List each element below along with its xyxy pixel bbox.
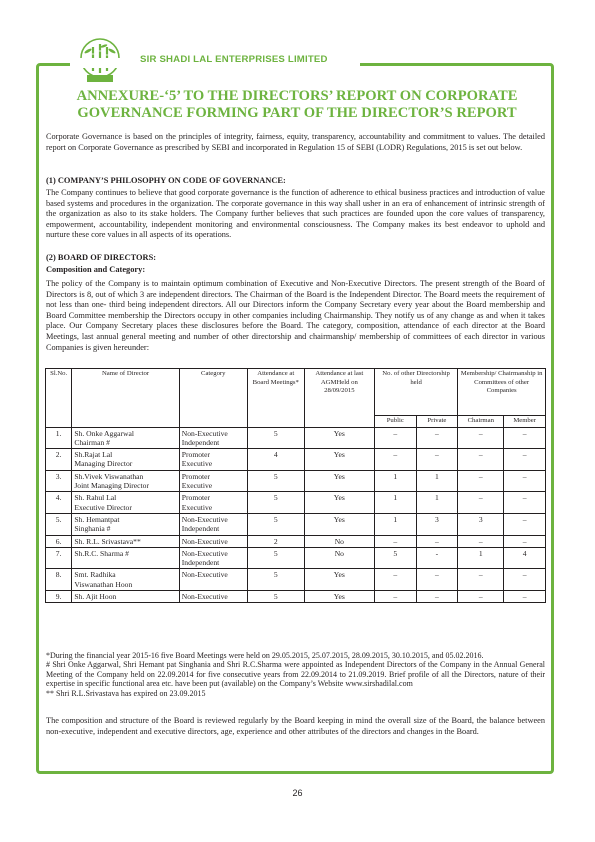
- cell-sno: 6.: [46, 535, 72, 547]
- cell-sno: 2.: [46, 449, 72, 471]
- table-row: [46, 591, 546, 603]
- table-row: [46, 470, 546, 492]
- cell-chairman: –: [458, 427, 504, 449]
- cell-agm: Yes: [304, 427, 374, 449]
- cell-sno: 3.: [46, 470, 72, 492]
- cell-category: Non-Executive Independent: [179, 513, 247, 535]
- cell-private: 1: [416, 492, 458, 514]
- cell-sno: 9.: [46, 591, 72, 603]
- table-row: [46, 449, 546, 471]
- section-2-subheading: Composition and Category:: [46, 265, 146, 274]
- cell-board: 5: [247, 492, 304, 514]
- cell-private: 1: [416, 470, 458, 492]
- section-1-heading: (1) COMPANY’S PHILOSOPHY ON CODE OF GOVERNANCE:: [46, 176, 286, 185]
- cell-category: Promoter Executive: [179, 449, 247, 471]
- header-board-attendance: Attendance at Board Meetings*: [247, 369, 304, 428]
- page-number: 26: [292, 788, 303, 798]
- cell-agm: No: [304, 547, 374, 569]
- cell-category: Non-Executive Independent: [179, 427, 247, 449]
- cell-public: –: [374, 591, 416, 603]
- cell-board: 5: [247, 547, 304, 569]
- cell-agm: No: [304, 535, 374, 547]
- table-row: [46, 427, 546, 449]
- cell-public: –: [374, 427, 416, 449]
- cell-board: 4: [247, 449, 304, 471]
- cell-member: –: [504, 449, 546, 471]
- footnote-independent-directors: # Shri Onke Aggarwal, Shri Hemant pat Singhania and Shri R.C.Sharma were appointed as Independent Directors of the Company in the Annual General Meeting of the Company held on 22.09.2014 for five consecutive years from 22.09.2014 to 21.09.2019. Brief profile of all the Directors, nature of their expertise in specific functional area etc. have been put (available) on the Company’s Website www.sirshadilal.com: [46, 660, 545, 689]
- title-line-1: ANNEXURE-‘5’ TO THE DIRECTORS’ REPORT ON CORPORATE: [76, 88, 518, 104]
- cell-private: 3: [416, 513, 458, 535]
- header-sno: Sl.No.: [46, 369, 72, 428]
- company-name: SIR SHADI LAL ENTERPRISES LIMITED: [140, 54, 328, 65]
- table-row: [46, 492, 546, 514]
- cell-category: Non-Executive: [179, 535, 247, 547]
- table-row: [46, 535, 546, 547]
- footnote-meetings: *During the financial year 2015-16 five Board Meetings were held on 29.05.2015, 25.07.2015, 28.09.2015, 30.10.2015, and 05.02.2016.: [46, 651, 484, 660]
- cell-public: 1: [374, 470, 416, 492]
- footnote-expired: ** Shri R.L.Srivastava has expired on 23.09.2015: [46, 688, 206, 698]
- cell-category: Non-Executive: [179, 569, 247, 591]
- cell-name: Sh. Ajit Hoon: [72, 591, 179, 603]
- header-public: Public: [374, 416, 416, 428]
- cell-category: Promoter Executive: [179, 492, 247, 514]
- cell-name: Sh.Rajat Lal Managing Director: [72, 449, 179, 471]
- section-2-text: The policy of the Company is to maintain optimum combination of Executive and Non-Executive Directors. The present strength of the Board of Directors is 8, out of which 3 are independent directors. The Chairman of the Board is the Independent Director. The Board meets the requirement of not less than one- third being independent directors. All our Directors inform the Company Secretary every year about the Board membership and Board Committee membership the Directors occupy in other companies including Chairmanship. They notify us of any change as and when it takes place. Our Company Secretary places these disclosures before the Board. The category, composition, attendance of each director at the Board Meetings, last annual general meeting and number of other directorship and chairmanship/ membership of committees of each director in various Companies is given hereunder:: [46, 279, 545, 352]
- cell-name: Sh. Onke Aggarwal Chairman #: [72, 427, 179, 449]
- cell-member: –: [504, 569, 546, 591]
- header-member: Member: [504, 416, 546, 428]
- cell-category: Non-Executive: [179, 591, 247, 603]
- cell-chairman: –: [458, 569, 504, 591]
- title-line-2: GOVERNANCE FORMING PART OF THE DIRECTOR’S REPORT: [77, 105, 517, 121]
- footnotes: [46, 651, 545, 698]
- cell-private: –: [416, 591, 458, 603]
- cell-name: Smt. Radhika Viswanathan Hoon: [72, 569, 179, 591]
- cell-category: Promoter Executive: [179, 470, 247, 492]
- cell-chairman: 1: [458, 547, 504, 569]
- header-private: Private: [416, 416, 458, 428]
- header-membership: Membership/ Chairmanship in Committees of other Companies: [458, 369, 546, 416]
- cell-private: –: [416, 449, 458, 471]
- cell-board: 5: [247, 513, 304, 535]
- cell-chairman: –: [458, 591, 504, 603]
- intro-paragraph: Corporate Governance is based on the principles of integrity, fairness, equity, transparency, accountability and commitment to values. The detailed report on Corporate Governance as prescribed by SEBI and incorporated in Regulation 15 of SEBI (LODR) Regulations, 2015 is set out below.: [46, 132, 545, 152]
- cell-board: 2: [247, 535, 304, 547]
- cell-board: 5: [247, 427, 304, 449]
- cell-agm: Yes: [304, 449, 374, 471]
- cell-board: 5: [247, 591, 304, 603]
- header-chairman: Chairman: [458, 416, 504, 428]
- table-row: [46, 547, 546, 569]
- cell-category: Non-Executive Independent: [179, 547, 247, 569]
- cell-chairman: –: [458, 449, 504, 471]
- cell-member: –: [504, 513, 546, 535]
- cell-name: Sh. R.L. Srivastava**: [72, 535, 179, 547]
- cell-member: –: [504, 591, 546, 603]
- cell-name: Sh. Hemantpat Singhania #: [72, 513, 179, 535]
- cell-public: –: [374, 569, 416, 591]
- cell-name: Sh. Rahul Lal Executive Director: [72, 492, 179, 514]
- cell-agm: Yes: [304, 591, 374, 603]
- cell-agm: Yes: [304, 492, 374, 514]
- cell-name: Sh.Vivek Viswanathan Joint Managing Director: [72, 470, 179, 492]
- cell-public: –: [374, 535, 416, 547]
- cell-board: 5: [247, 569, 304, 591]
- cell-chairman: –: [458, 492, 504, 514]
- cell-agm: Yes: [304, 569, 374, 591]
- cell-private: –: [416, 569, 458, 591]
- cell-name: Sh.R.C. Sharma #: [72, 547, 179, 569]
- cell-chairman: –: [458, 470, 504, 492]
- cell-private: –: [416, 427, 458, 449]
- directors-table: [45, 368, 546, 603]
- table-row: [46, 569, 546, 591]
- cell-private: -: [416, 547, 458, 569]
- cell-agm: Yes: [304, 470, 374, 492]
- cell-sno: 1.: [46, 427, 72, 449]
- cell-sno: 8.: [46, 569, 72, 591]
- cell-member: –: [504, 492, 546, 514]
- cell-public: 1: [374, 513, 416, 535]
- cell-agm: Yes: [304, 513, 374, 535]
- section-2-heading: (2) BOARD OF DIRECTORS:: [46, 253, 157, 262]
- cell-private: –: [416, 535, 458, 547]
- cell-member: 4: [504, 547, 546, 569]
- section-1-text: The Company continues to believe that good corporate governance is the function of adherence to ethical business practices and introduction of value based systems and procedures in the organization. The corporate governance in this way shall usher in an era of enhancement of intrinsic strength of the organization as also to its stake holders. The Company further believes that such practices are founded upon the core values of transparency, empowerment, accountability, independent monitoring and environmental consciousness. The Company makes its best endeavor to uphold and nurture these core values in all aspects of its operations.: [46, 188, 545, 240]
- header-name: Name of Director: [72, 369, 179, 428]
- closing-paragraph: The composition and structure of the Board is reviewed regularly by the Board keeping in mind the overall size of the Board, the balance between non-executive, independent and executive directors, age, experience and other attributes of the directors and changes in the Board.: [46, 716, 545, 736]
- cell-chairman: 3: [458, 513, 504, 535]
- cell-member: –: [504, 535, 546, 547]
- header-directorship: No. of other Directorship held: [374, 369, 457, 416]
- header-agm-attendance: Attendance at last AGMHeld on 28/09/2015: [304, 369, 374, 428]
- cell-sno: 4.: [46, 492, 72, 514]
- cell-sno: 5.: [46, 513, 72, 535]
- table-row: [46, 513, 546, 535]
- header-category: Category: [179, 369, 247, 428]
- cell-sno: 7.: [46, 547, 72, 569]
- cell-board: 5: [247, 470, 304, 492]
- cell-public: –: [374, 449, 416, 471]
- cell-public: 5: [374, 547, 416, 569]
- page-title: [44, 88, 550, 122]
- cell-member: –: [504, 470, 546, 492]
- cell-public: 1: [374, 492, 416, 514]
- cell-chairman: –: [458, 535, 504, 547]
- cell-member: –: [504, 427, 546, 449]
